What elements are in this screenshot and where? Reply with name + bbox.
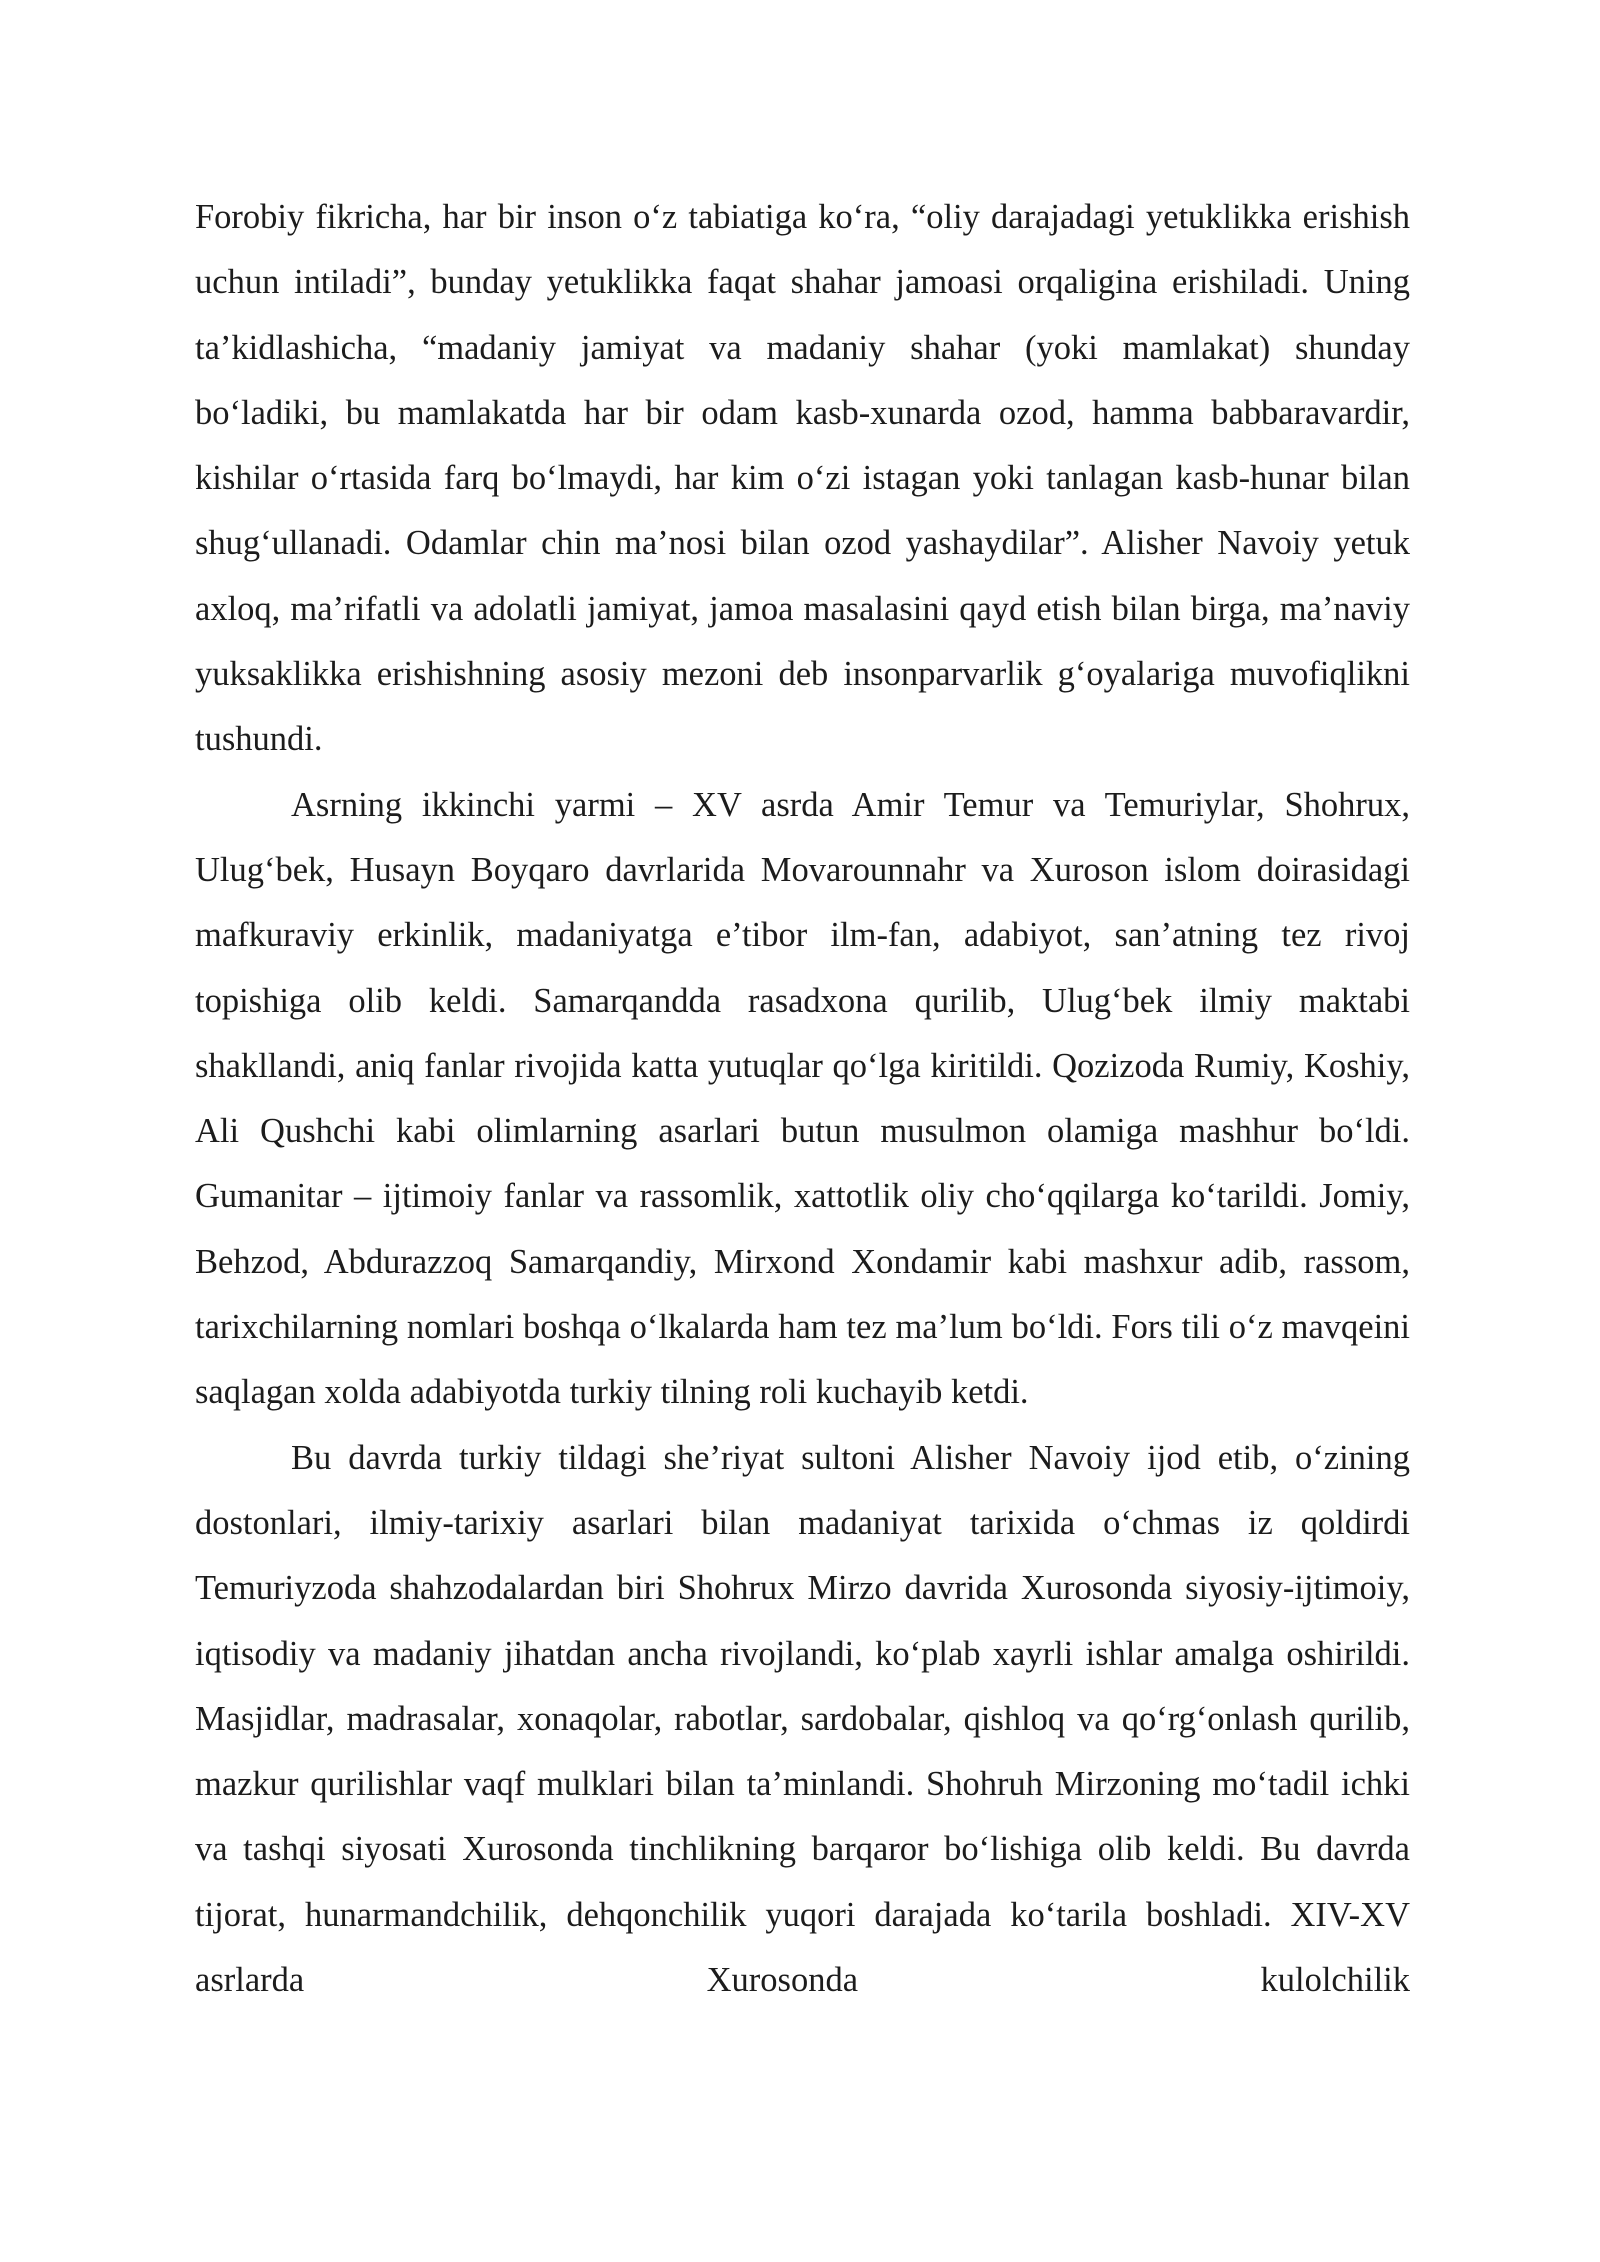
document-body [195,185,1410,2013]
paragraph-shahrukh-khorasan: Bu davrda turkiy tildagi she’riyat sultoni Alisher Navoiy ijod etib, o‘zining dostonlari, ilmiy-tarixiy asarlari bilan madaniyat tarixida o‘chmas iz qoldirdi Temuriyzoda shahzodalardan biri Shohrux Mirzo davrida Xurosonda siyosiy-ijtimoiy, iqtisodiy va madaniy jihatdan ancha rivojlandi, ko‘plab xayrli ishlar amalga oshirildi. Masjidlar, madrasalar, xonaqolar, rabotlar, sardobalar, qishloq va qo‘rg‘onlash qurilib, mazkur qurilishlar vaqf mulklari bilan ta’minlandi. Shohruh Mirzoning mo‘tadil ichki va tashqi siyosati Xurosonda tinchlikning barqaror bo‘lishiga olib keldi. Bu davrda tijorat, hunarmandchilik, dehqonchilik yuqori darajada ko‘tarila boshladi. XIV-XV asrlarda Xurosonda kulolchilik [195,1438,1410,2000]
paragraph-farabi-navoiy: Forobiy fikricha, har bir inson o‘z tabiatiga ko‘ra, “oliy darajadagi yetuklikka erishish uchun intiladi”, bunday yetuklikka faqat shahar jamoasi orqaligina erishiladi. Uning ta’kidlashicha, “madaniy jamiyat va madaniy shahar (yoki mamlakat) shunday bo‘ladiki, bu mamlakatda har bir odam kasb-xunarda ozod, hamma babbaravardir, kishilar o‘rtasida farq bo‘lmaydi, har kim o‘zi istagan yoki tanlagan kasb-hunar bilan shug‘ullanadi. Odamlar chin ma’nosi bilan ozod yashaydilar”. Alisher Navoiy yetuk axloq, ma’rifatli va adolatli jamiyat, jamoa masalasini qayd etish bilan birga, ma’naviy yuksaklikka erishishning asosiy mezoni deb insonparvarlik g‘oyalariga muvofiqlikni tushundi. [195,198,1410,759]
paragraph-timurid-era: Asrning ikkinchi yarmi – XV asrda Amir Temur va Temuriylar, Shohrux, Ulug‘bek, Husayn Boyqaro davrlarida Movarounnahr va Xuroson islom doirasidagi mafkuraviy erkinlik, madaniyatga e’tibor ilm-fan, adabiyot, san’atning tez rivoj topishiga olib keldi. Samarqandda rasadxona qurilib, Ulug‘bek ilmiy maktabi shakllandi, aniq fanlar rivojida katta yutuqlar qo‘lga kiritildi. Qozizoda Rumiy, Koshiy, Ali Qushchi kabi olimlarning asarlari butun musulmon olamiga mashhur bo‘ldi. Gumanitar – ijtimoiy fanlar va rassomlik, xattotlik oliy cho‘qqilarga ko‘tarildi. Jomiy, Behzod, Abdurazzoq Samarqandiy, Mirxond Xondamir kabi mashxur adib, rassom, tarixchilarning nomlari boshqa o‘lkalarda ham tez ma’lum bo‘ldi. Fors tili o‘z mavqeini saqlagan xolda adabiyotda turkiy tilning roli kuchayib ketdi. [195,785,1410,1412]
